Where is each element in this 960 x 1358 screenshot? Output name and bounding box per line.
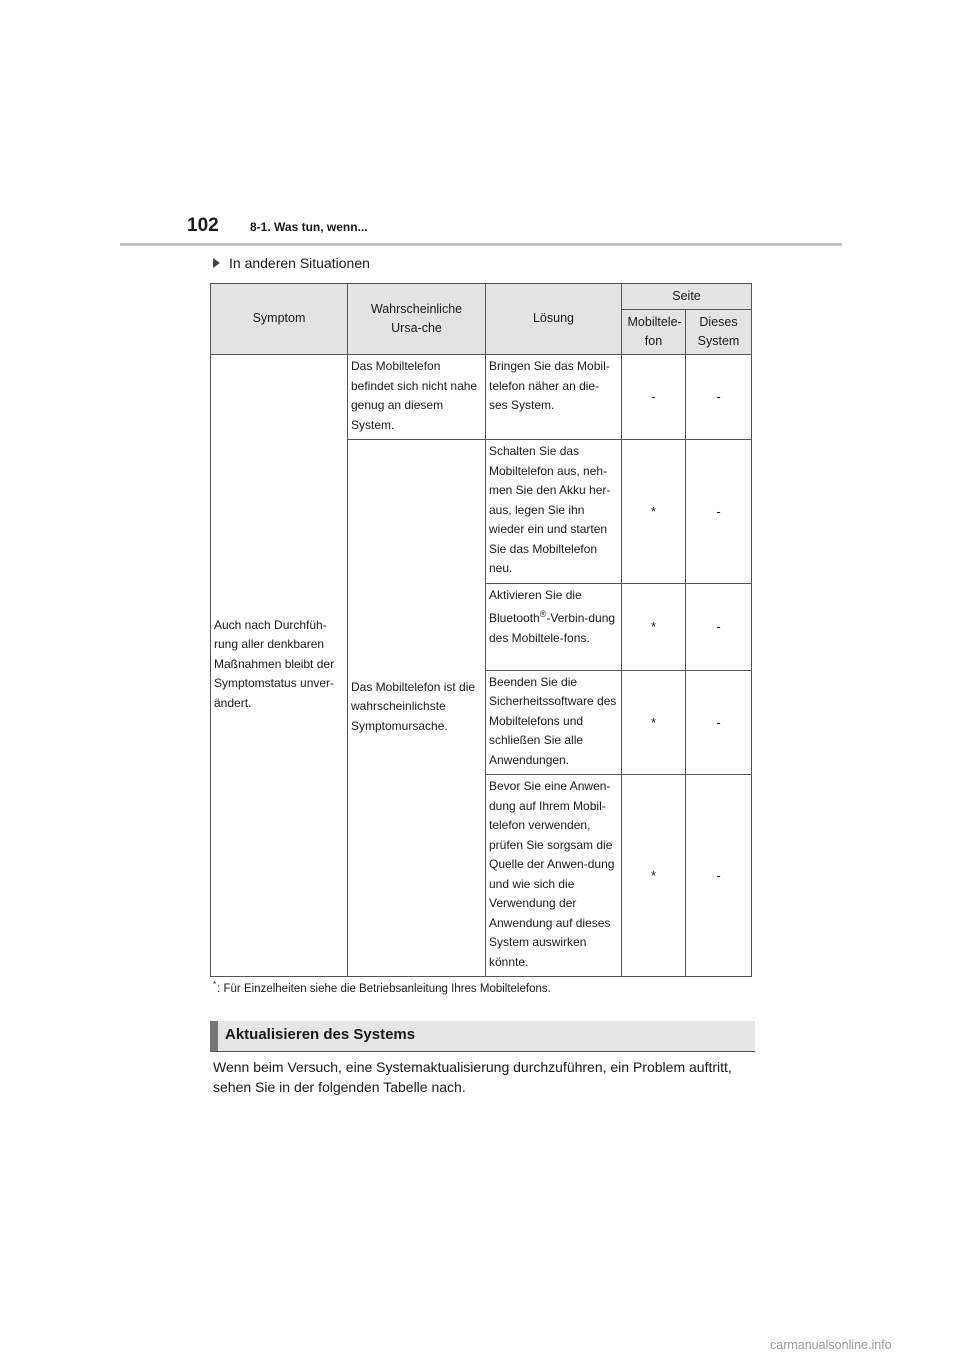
troubleshooting-table (210, 283, 752, 977)
page-number: 102 (187, 215, 219, 236)
col-header-cause (348, 284, 486, 355)
page-phone-cell: * (622, 775, 686, 977)
cause-cell: Das Mobiltelefon befindet sich nicht nahe genug an diesem System. (348, 355, 486, 440)
page-phone-cell: * (622, 440, 686, 584)
symptom-cell: Auch nach Durchfüh-rung aller denkbaren Maßnahmen bleibt der Symptomstatus unver-ändert. (211, 355, 348, 977)
footnote (213, 980, 551, 995)
page-system-cell: - (686, 670, 752, 775)
section-heading (210, 1021, 755, 1052)
solution-text-post: -Verbin-dung des Mobiltele-fons. (489, 611, 616, 645)
section-reference: 8-1. Was tun, wenn... (250, 220, 368, 234)
solution-cell: Beenden Sie die Sicherheitssoftware des Mobiltelefons und schließen Sie alle Anwendungen. (486, 670, 622, 775)
triangle-right-icon (213, 258, 220, 268)
page-system-cell: - (686, 775, 752, 977)
col-header-phone-text: Mobiltele-fon (627, 315, 682, 348)
page-phone-cell: * (622, 670, 686, 775)
solution-cell: Bevor Sie eine Anwen-dung auf Ihrem Mobil-telefon verwenden, prüfen Sie sorgsam die Quelle der Anwen-dung und wie sich die Verwendung der Anwendung auf dieses System auswirken könnte. (486, 775, 622, 977)
footnote-text: : Für Einzelheiten siehe die Betriebsanleitung Ihres Mobiltelefons. (217, 983, 551, 995)
solution-cell: Bringen Sie das Mobil-telefon näher an die-ses System. (486, 355, 622, 440)
solution-text-pre: Aktivieren Sie die Bluetooth (489, 587, 582, 625)
page-system-cell: - (686, 440, 752, 584)
solution-cell (486, 583, 622, 670)
col-header-symptom: Symptom (211, 284, 348, 355)
registered-mark: ® (539, 609, 547, 619)
cause-cell: Das Mobiltelefon ist die wahrscheinlichste Symptomursache. (348, 440, 486, 977)
page-phone-cell: * (622, 583, 686, 670)
col-header-system (686, 310, 752, 355)
col-header-solution: Lösung (486, 284, 622, 355)
situation-heading (213, 255, 370, 271)
col-header-cause-text: Wahrscheinliche Ursa-che (370, 302, 463, 335)
page-phone-cell: - (622, 355, 686, 440)
situation-label: In anderen Situationen (229, 255, 370, 271)
header-divider (120, 243, 842, 246)
section-heading-text: Aktualisieren des Systems (225, 1026, 416, 1043)
col-header-system-text: Dieses System (697, 315, 740, 348)
page-system-cell: - (686, 583, 752, 670)
watermark: carmanualsonline.info (770, 1338, 892, 1352)
solution-cell: Schalten Sie das Mobiltelefon aus, neh-men Sie den Akku her-aus, legen Sie ihn wieder ein und starten Sie das Mobiltelefon neu. (486, 440, 622, 584)
col-header-page: Seite (622, 284, 752, 310)
table-row (211, 355, 752, 440)
section-heading-accent-bar (210, 1021, 218, 1051)
body-paragraph: Wenn beim Versuch, eine Systemaktualisierung durchzuführen, ein Problem auftritt, sehen Sie in der folgenden Tabelle nach. (213, 1059, 732, 1095)
footnote-mark: * (213, 980, 217, 989)
page-system-cell: - (686, 355, 752, 440)
table-header-row (211, 284, 752, 310)
col-header-phone (622, 310, 686, 355)
